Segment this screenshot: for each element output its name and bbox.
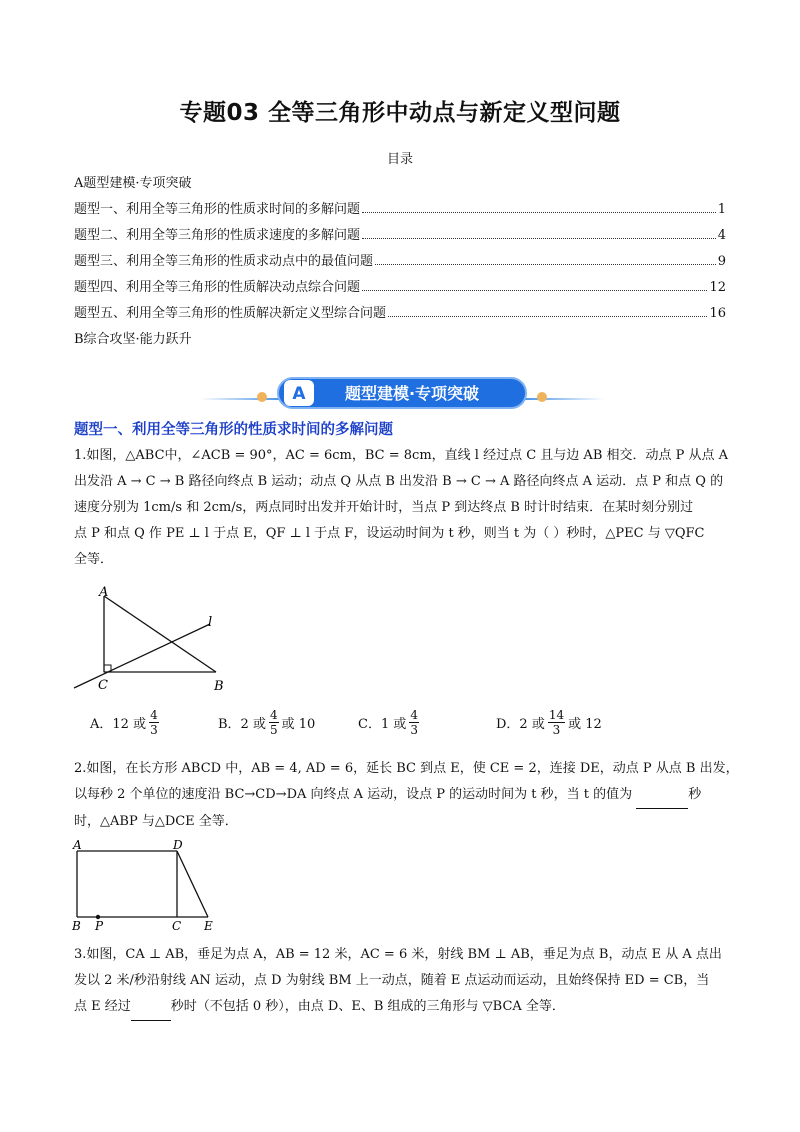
banner-dot-right [537,392,547,402]
option-label: B．2 或 [218,717,266,732]
q2-label-P: P [95,919,104,933]
frac-den: 5 [269,723,278,737]
section-heading-1: 题型一、利用全等三角形的性质求时间的多解问题 [74,422,393,438]
q3-line-3: 点 E 经过 秒时（不包括 0 秒），由点 D、E、B 组成的三角形与 ▽BCA 全等． [74,994,726,1021]
frac-den: 3 [410,723,418,737]
q2-label-E: E [204,919,213,933]
toc-item-page: 1 [717,202,726,217]
answer-blank[interactable] [131,994,171,1021]
frac-den: 3 [150,723,158,737]
option-label: D．2 或 [496,717,545,732]
toc-item-page: 9 [717,254,726,269]
q1-label-l: l [208,615,213,630]
q2-line-1: 2.如图，在长方形 ABCD 中，AB = 4, AD = 6，延长 BC 到点 E，使 CE = 2，连接 DE，动点 P 从点 B 出发， [74,761,739,776]
toc-item-text: 题型五、利用全等三角形的性质解决新定义型综合问题 [74,306,387,321]
q1-label-C: C [98,678,108,693]
q1-option-d[interactable] [496,708,636,737]
q2-line-2: 以每秒 2 个单位的速度沿 BC→CD→DA 向终点 A 运动，设点 P 的运动时间为 t 秒，当 t 的值为 秒 [74,782,726,809]
q2-label-D: D [173,838,183,852]
frac-num: 14 [548,708,565,722]
toc-item-1[interactable] [74,198,726,217]
question-1 [74,443,729,573]
q3-line-2: 发以 2 米/秒沿射线 AN 运动，点 D 为射线 BM 上一动点，随着 E 点运动而运动，且始终保持 ED = CB，当 [74,973,710,988]
q1-label-B: B [214,679,224,694]
q1-line-2: 出发沿 A → C → B 路径向终点 B 运动；动点 Q 从点 B 出发沿 B → C → A 路径向终点 A 运动．点 P 和点 Q 的 [74,474,724,489]
question-3 [74,942,726,1021]
frac-num: 4 [410,708,418,722]
banner-dot-left [257,392,267,402]
toc-item-text: 题型一、利用全等三角形的性质求时间的多解问题 [74,202,361,217]
q2-line-3: 时，△ABP 与△DCE 全等． [74,814,238,829]
toc-item-3[interactable] [74,250,726,269]
toc-item-text: 题型四、利用全等三角形的性质解决动点综合问题 [74,280,361,295]
banner-line-left [200,398,286,400]
option-tail: 或 10 [281,717,316,732]
q1-figure [66,584,236,696]
q1-option-a[interactable] [90,708,218,737]
option-tail: 或 12 [568,717,602,732]
toc-section-a: A题型建模·专项突破 [74,176,192,191]
q1-line-3: 速度分别为 1cm/s 和 2cm/s，两点同时出发并开始计时，当点 P 到达终点 B 时计时结束．在某时刻分别过 [74,500,694,515]
toc-item-text: 题型二、利用全等三角形的性质求速度的多解问题 [74,228,361,243]
banner-line-right [518,398,604,400]
banner-text: 题型建模·专项突破 [344,384,480,403]
q2-label-C: C [172,919,182,933]
toc-item-text: 题型三、利用全等三角形的性质求动点中的最值问题 [74,254,374,269]
q1-line-5: 全等． [74,552,114,567]
question-2 [74,756,739,835]
q2-figure [66,838,226,934]
toc-item-page: 16 [709,306,726,321]
q1-line-1: 1.如图，△ABC中，∠ACB = 90°，AC = 6cm，BC = 8cm，直线 l 经过点 C 且与边 AB 相交．动点 P 从点 A [74,448,729,463]
banner-letter: A [292,384,306,404]
q1-options [90,708,730,737]
frac-den: 3 [552,723,561,737]
page-title: 专题03 全等三角形中动点与新定义型问题 [179,100,621,126]
answer-blank[interactable] [636,782,688,809]
section-banner [276,376,528,410]
toc-section-b: B综合攻坚·能力跃升 [74,332,192,347]
frac-num: 4 [150,708,158,722]
frac-num: 4 [269,708,278,722]
toc-item-4[interactable] [74,276,726,295]
toc-heading: 目录 [386,152,413,167]
toc-item-page: 4 [717,228,726,243]
q1-option-c[interactable] [358,708,496,737]
q2-label-A: A [73,838,82,852]
toc-item-2[interactable] [74,224,726,243]
q1-label-A: A [99,585,109,600]
q2-label-B: B [72,919,81,933]
q3-line-1: 3.如图，CA ⊥ AB，垂足为点 A，AB = 12 米，AC = 6 米，射线 BM ⊥ AB，垂足为点 B，动点 E 从 A 点出 [74,947,722,962]
toc-item-5[interactable] [74,302,726,321]
option-label: A．12 或 [90,717,147,732]
toc-item-page: 12 [709,280,726,295]
q1-option-b[interactable] [218,708,358,737]
q1-line-4: 点 P 和点 Q 作 PE ⊥ l 于点 E，QF ⊥ l 于点 F，设运动时间为 t 秒，则当 t 为（ ）秒时，△PEC 与 ▽QFC [74,526,705,541]
option-label: C．1 或 [358,717,407,732]
